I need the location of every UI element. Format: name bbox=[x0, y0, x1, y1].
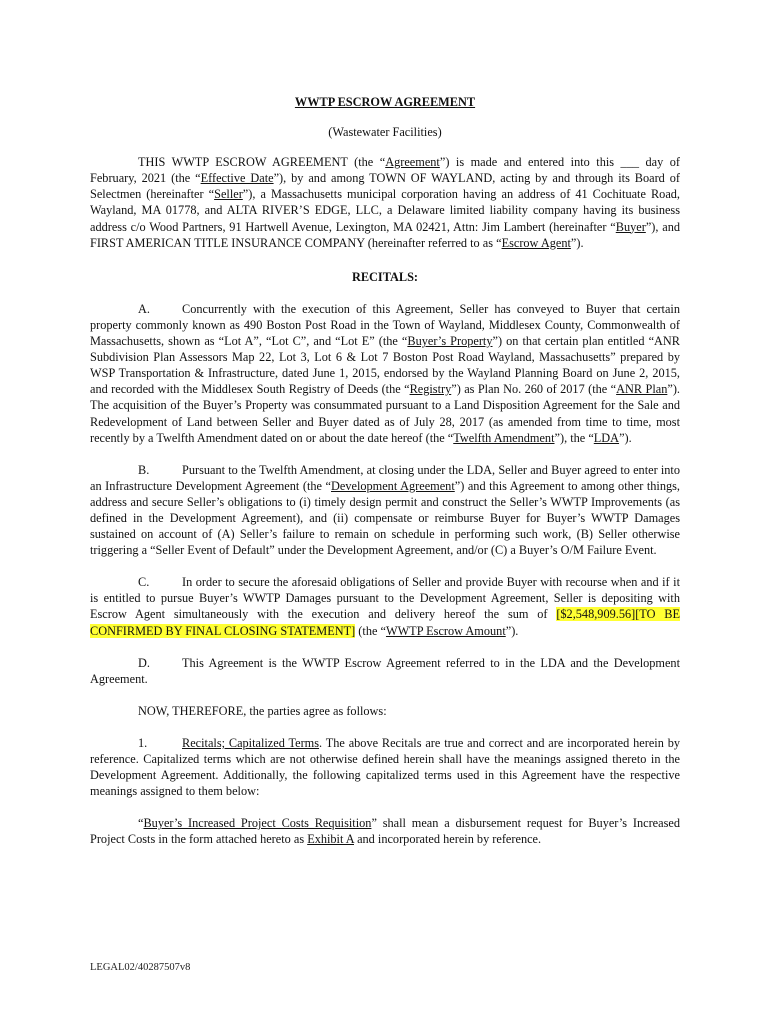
highlighted-escrow-amount: [$2,548,909.56][TO BE CONFIRMED BY FINAL CLOSING STATEMENT] bbox=[90, 607, 680, 638]
defined-term-wwtp-escrow-amount: WWTP Escrow Amount bbox=[385, 623, 506, 638]
section-text: . The above Recitals are true and correct and are incorporated herein by reference. Capitalized terms which are not otherwise defined herein shall have the meanings assigned thereto in the Development Agreement. Additionally, the following capitalized terms used in this Agreement have the respective meanings assigned to them below: bbox=[90, 735, 680, 799]
intro-text: ”), by and among TOWN OF WAYLAND, acting by and through its Board of Selectmen (hereinafter “ bbox=[90, 171, 680, 202]
section-number: 1. bbox=[138, 735, 148, 750]
recital-letter: A. bbox=[138, 301, 150, 316]
section-heading-recitals-capitalized-terms: Recitals; Capitalized Terms bbox=[182, 735, 320, 750]
defined-term-lda: LDA bbox=[593, 430, 620, 445]
section-1 bbox=[90, 735, 680, 799]
recital-letter: D. bbox=[138, 655, 150, 670]
recital-letter: C. bbox=[138, 575, 150, 590]
recital-d bbox=[90, 655, 680, 687]
recital-text: ”) as Plan No. 260 of 2017 (the “ bbox=[451, 382, 617, 397]
defined-term-agreement: Agreement bbox=[385, 155, 440, 170]
definition-buyers-increased-project-costs-requisition bbox=[90, 815, 680, 847]
defined-term-effective-date: Effective Date bbox=[200, 171, 274, 186]
recital-text: ”) and this Agreement to among other things, address and secure Seller’s obligations to (i) timely design permit and construct the Seller’s WWTP Improvements (as defined in the Development Agreement), and (ii) compensate or reimburse Buyer for Buyer’s WWTP Damages sustained on account of (A) Seller’s failure to remain on schedule in performing such work, (B) Seller otherwise triggering a “Seller Event of Default” under the Development Agreement, and/or (C) a Buyer’s O/M Failure Event. bbox=[90, 478, 680, 558]
recitals-heading: RECITALS: bbox=[351, 269, 419, 284]
recital-text: Concurrently with the execution of this Agreement, Seller has conveyed to Buyer that certain property commonly known as 490 Boston Post Road in the Town of Wayland, Middlesex County, Commonwealth of Massachusetts, shown as “Lot A”, “Lot C”, and “Lot E” (the “ bbox=[90, 301, 680, 349]
recital-text: ”). bbox=[619, 430, 632, 445]
now-therefore-paragraph: NOW, THEREFORE, the parties agree as follows: bbox=[138, 703, 387, 718]
defined-term-buyer: Buyer bbox=[615, 219, 646, 234]
document-footer-id: LEGAL02/40287507v8 bbox=[90, 962, 191, 973]
recital-text: This Agreement is the WWTP Escrow Agreement referred to in the LDA and the Development Agreement. bbox=[90, 655, 680, 686]
defined-term-registry: Registry bbox=[409, 382, 452, 397]
recital-letter: B. bbox=[138, 462, 150, 477]
recital-text: ”). bbox=[505, 623, 519, 638]
definition-text: ” shall mean a disbursement request for Buyer’s Increased Project Costs in the form attached hereto as bbox=[90, 816, 680, 847]
intro-paragraph bbox=[90, 154, 680, 251]
defined-term-development-agreement: Development Agreement bbox=[331, 478, 455, 493]
recital-text: ”), the “ bbox=[554, 430, 594, 445]
intro-text: ”), and FIRST AMERICAN TITLE INSURANCE COMPANY (hereinafter referred to as “ bbox=[90, 219, 680, 250]
intro-text: ”). bbox=[570, 235, 584, 250]
document-body bbox=[90, 94, 680, 847]
recital-text: Pursuant to the Twelfth Amendment, at closing under the LDA, Seller and Buyer agreed to enter into an Infrastructure Development Agreement (the “ bbox=[90, 462, 680, 493]
recital-text: ”). The acquisition of the Buyer’s Property was consummated pursuant to a Land Disposition Agreement for the Sale and Redevelopment of Land between Seller and Buyer dated as of July 28, 2017 (as amended from time to time, most recently by a Twelfth Amendment dated on or about the date hereof (the “ bbox=[90, 382, 680, 445]
defined-term-escrow-agent: Escrow Agent bbox=[501, 235, 571, 250]
defined-term-anr-plan: ANR Plan bbox=[616, 382, 668, 397]
defined-term-buyers-increased-project-costs-requisition: Buyer’s Increased Project Costs Requisition bbox=[143, 816, 372, 831]
recital-b bbox=[90, 462, 680, 559]
recital-text: (the “ bbox=[355, 623, 386, 638]
definition-text: “ bbox=[138, 816, 144, 831]
exhibit-a-reference: Exhibit A bbox=[307, 832, 354, 847]
recital-c bbox=[90, 574, 680, 638]
intro-text: THIS WWTP ESCROW AGREEMENT (the “ bbox=[138, 155, 386, 170]
recital-a bbox=[90, 301, 680, 446]
defined-term-twelfth-amendment: Twelfth Amendment bbox=[453, 430, 555, 445]
document-title: WWTP ESCROW AGREEMENT bbox=[294, 95, 476, 109]
intro-text: ”), a Massachusetts municipal corporation having an address of 41 Cochituate Road, Wayland, MA 01778, and ALTA RIVER’S EDGE, LLC, a Delaware limited liability company having its business address c/o Wood Partners, 91 Hartwell Avenue, Lexington, MA 02421, Attn: Jim Lambert (hereinafter “ bbox=[90, 187, 681, 234]
defined-term-seller: Seller bbox=[214, 187, 243, 202]
recital-text: ”) on that certain plan entitled “ANR Subdivision Plan Assessors Map 22, Lot 3, Lot 6 & Lot 7 Boston Post Road Wayland, Massachusetts” prepared by WSP Transportation & Infrastructure, dated June 1, 2015, endorsed by the Wayland Planning Board on June 2, 2015, and recorded with the Middlesex South Registry of Deeds (the “ bbox=[90, 334, 681, 397]
definition-text: and incorporated herein by reference. bbox=[354, 832, 542, 847]
intro-text: ”) is made and entered into this ___ day of February, 2021 (the “ bbox=[90, 155, 680, 186]
recital-text: In order to secure the aforesaid obligations of Seller and provide Buyer with recourse when and if it is entitled to pursue Buyer’s WWTP Damages pursuant to the Development Agreement, Seller is depositing with Escrow Agent simultaneously with the execution and delivery hereof the sum of bbox=[90, 575, 680, 622]
defined-term-buyers-property: Buyer’s Property bbox=[407, 334, 493, 349]
document-subtitle: (Wastewater Facilities) bbox=[328, 125, 442, 140]
